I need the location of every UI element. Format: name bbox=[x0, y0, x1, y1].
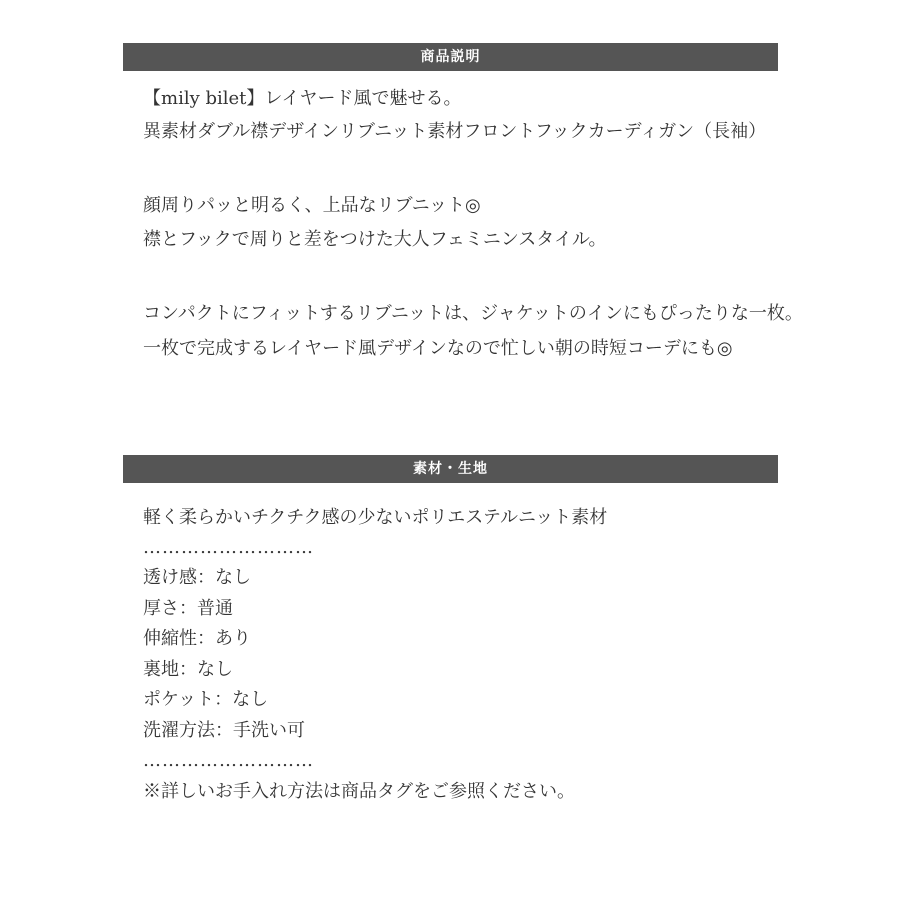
spec-stretch: 伸縮性：あり bbox=[143, 628, 251, 649]
section-header-material: 素材・生地 bbox=[123, 455, 778, 483]
spec-pocket: ポケット：なし bbox=[143, 689, 269, 710]
section-header-description: 商品説明 bbox=[123, 43, 778, 71]
material-intro: 軽く柔らかいチクチク感の少ないポリエステルニット素材 bbox=[143, 507, 608, 528]
spec-transparency: 透け感：なし bbox=[143, 567, 251, 588]
description-line: コンパクトにフィットするリブニットは、ジャケットのインにもぴったりな一枚。 bbox=[143, 303, 803, 324]
divider-dots: ……………………… bbox=[143, 750, 314, 771]
description-line: 顔周りパッと明るく、上品なリブニット◎ bbox=[143, 195, 481, 216]
spec-thickness: 厚さ：普通 bbox=[143, 598, 233, 619]
divider-dots: ……………………… bbox=[143, 537, 314, 558]
description-line: 異素材ダブル襟デザインリブニット素材フロントフックカーディガン（長袖） bbox=[143, 121, 767, 142]
spec-lining: 裏地：なし bbox=[143, 659, 233, 680]
spec-washing: 洗濯方法：手洗い可 bbox=[143, 720, 305, 741]
description-line: 【mily bilet】レイヤード風で魅せる。 bbox=[143, 88, 462, 109]
description-line: 襟とフックで周りと差をつけた大人フェミニンスタイル。 bbox=[143, 229, 607, 250]
care-note: ※詳しいお手入れ方法は商品タグをご参照ください。 bbox=[143, 781, 575, 802]
description-line: 一枚で完成するレイヤード風デザインなので忙しい朝の時短コーデにも◎ bbox=[143, 338, 733, 359]
